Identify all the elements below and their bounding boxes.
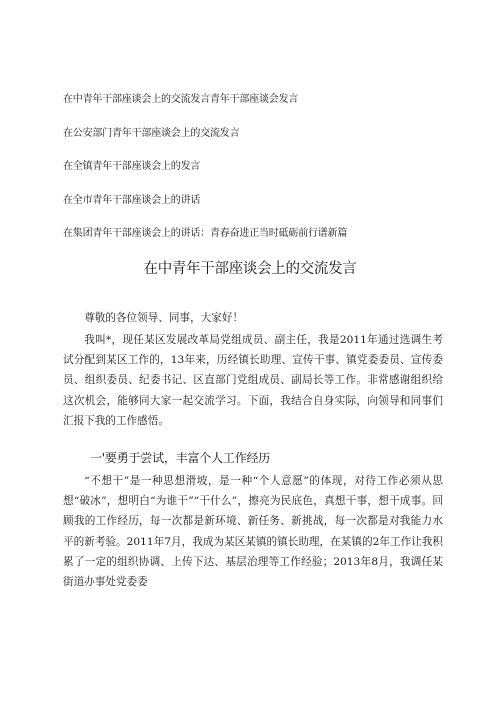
greeting-text: 尊敬的各位领导、同事，大家好！	[84, 312, 244, 324]
document-title: 在中青年干部座谈会上的交流发言	[143, 261, 357, 277]
toc-item-4: 在全市青年干部座谈会上的讲话	[63, 194, 201, 206]
table-of-contents	[63, 93, 483, 261]
intro-paragraph	[63, 330, 443, 431]
toc-item-1: 在中青年干部座谈会上的交流发言青年干部座谈会发言	[63, 94, 299, 105]
section1-paragraph	[63, 471, 443, 592]
toc-item-5: 在集团青年干部座谈会上的讲话：青春奋进正当时砥砺前行谱新篇	[63, 228, 348, 239]
intro-text: 我叫*，现任某区发展改革局党组成员、副主任，我是2011年通过选调生考试分配到某区工作的，13年来，历经镇长助理、宣传干事、镇党委委员、宣传委员、组织委员、纪委书记、区直部门党组成员、副局长等工作。非常感谢组织给这次机会，能够同大家一起交流学习。下面，我结合自身实际，向领导和同事们汇报下我的工作感悟。	[63, 334, 443, 427]
greeting-paragraph	[63, 308, 443, 328]
toc-item-3: 在全镇青年干部座谈会上的发言	[63, 161, 201, 172]
section-heading-1: 一'要勇于尝试，丰富个人工作经历	[90, 451, 271, 465]
section1-text: “不想干”是一种思想滑坡，是一种“个人意愿”的体现，对待工作必须从思想“破冰”，想明白“为谁干”“干什么”，擦亮为民底色，真想干事，想干成事。回顾我的工作经历，每一次都是新环境、新任务、新挑战，每一次都是对我能力水平的新考验。2011年7月，我成为某区某镇的镇长助理，在某镇的2年工作让我积累了一定的组织协调、上传下达、基层治理等工作经验；2013年8月，我调任某街道办事处党委委	[63, 475, 443, 589]
toc-item-2: 在公安部门青年干部座谈会上的交流发言	[63, 127, 240, 139]
